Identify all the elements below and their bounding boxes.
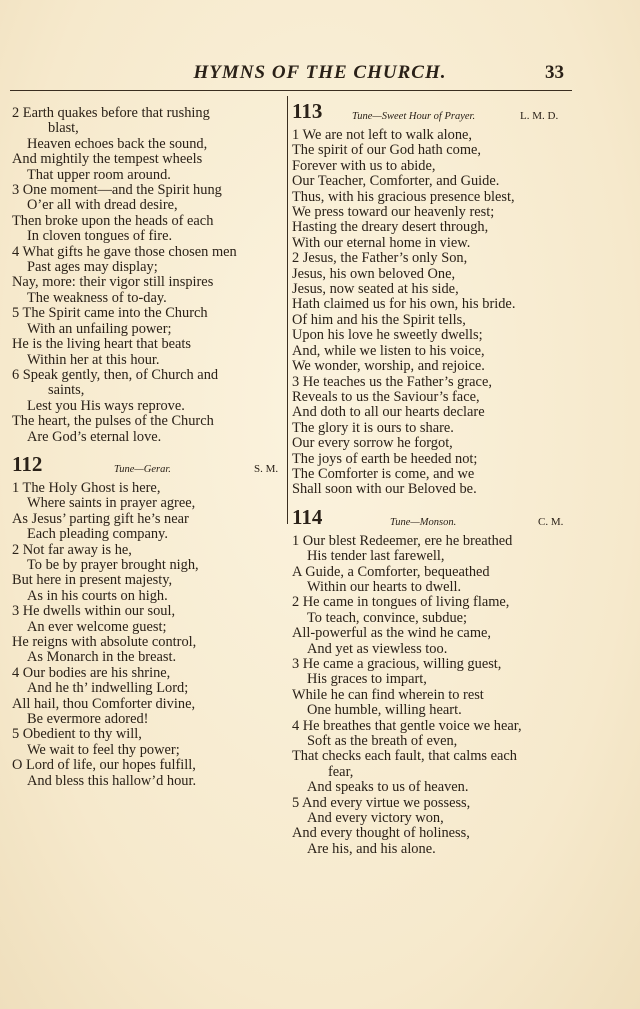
- verse-line: 3 He came a gracious, willing guest,: [292, 656, 502, 672]
- page-number: 33: [545, 62, 564, 83]
- running-title: HYMNS OF THE CHURCH.: [193, 62, 447, 83]
- verse-line: And every victory won,: [307, 810, 444, 827]
- verse-line: 3 He dwells within our soul,: [12, 603, 176, 620]
- verse-line: With an unfailing power;: [27, 320, 172, 337]
- verse-line: All hail, thou Comforter divine,: [12, 695, 196, 712]
- verse-line: Where saints in prayer agree,: [27, 495, 196, 512]
- verse-line: He reigns with absolute control,: [12, 634, 197, 650]
- verse-line: Shall soon with our Beloved be.: [292, 481, 477, 498]
- verse-line: Soft as the breath of even,: [307, 733, 458, 750]
- verse-line: Reveals to us the Saviour’s face,: [292, 388, 480, 405]
- hymn-112-heading: [12, 451, 284, 481]
- verse-line: His graces to impart,: [307, 671, 427, 688]
- verse-line: Our Teacher, Comforter, and Guide.: [292, 173, 500, 190]
- verse-line: 4 Our bodies are his shrine,: [12, 664, 171, 681]
- hymn-113-heading: [292, 99, 574, 128]
- verse-line: Hath claimed us for his own, his bride.: [292, 296, 516, 313]
- verse-line: In cloven tongues of fire.: [27, 228, 173, 245]
- verse-line: The weakness of to-day.: [27, 289, 167, 306]
- left-column: [12, 106, 284, 789]
- verse-line: Lest you His ways reprove.: [27, 397, 185, 414]
- verse-line: We wonder, worship, and rejoice.: [292, 358, 485, 375]
- verse-line: The spirit of our God hath come,: [292, 142, 482, 159]
- hymn-112-text: [12, 481, 284, 789]
- verse-line: Are God’s eternal love.: [27, 428, 162, 445]
- verse-line: 2 Not far away is he,: [12, 541, 132, 558]
- hymn-tune: Tune—Sweet Hour of Prayer.: [352, 111, 476, 122]
- hymn-114-text: [292, 534, 574, 858]
- hymn-number: 114: [292, 504, 323, 529]
- verse-line: And doth to all our hearts declare: [292, 404, 485, 421]
- verse-line: As Monarch in the breast.: [27, 649, 177, 666]
- verse-line: That checks each fault, that calms each: [292, 748, 517, 765]
- column-divider: [287, 96, 288, 524]
- verse-line: One humble, willing heart.: [307, 702, 462, 719]
- verse-line: And, while we listen to his voice,: [292, 342, 485, 359]
- hymn-tune: Tune—Monson.: [390, 516, 457, 528]
- hymn-meter: S. M.: [254, 462, 279, 475]
- verse-line: Jesus, now seated at his side,: [292, 281, 459, 298]
- verse-line: The heart, the pulses of the Church: [12, 413, 214, 430]
- verse-line: Our every sorrow he forgot,: [292, 435, 453, 452]
- verse-line: 3 One moment—and the Spirit hung: [12, 182, 222, 199]
- verse-line: 6 Speak gently, then, of Church and: [12, 366, 219, 383]
- verse-line: Be evermore adored!: [27, 711, 149, 728]
- verse-line: blast,: [48, 120, 79, 137]
- verse-line: We wait to feel thy power;: [27, 741, 180, 758]
- verse-line: And yet as viewless too.: [307, 640, 448, 657]
- verse-line: With our eternal home in view.: [292, 234, 471, 251]
- hymn-tune: Tune—Gerar.: [114, 463, 171, 475]
- verse-line: All-powerful as the wind he came,: [292, 625, 492, 642]
- verse-line: Of him and his the Spirit tells,: [292, 311, 466, 328]
- verse-line: To be by prayer brought nigh,: [27, 556, 199, 573]
- hymn-114-heading: [292, 504, 574, 534]
- verse-line: An ever welcome guest;: [27, 618, 167, 635]
- verse-line: 3 He teaches us the Father’s grace,: [292, 373, 492, 390]
- verse-line: 4 He breathes that gentle voice we hear,: [292, 717, 522, 734]
- verse-line: Within her at this hour.: [27, 351, 160, 368]
- verse-line: The Comforter is come, and we: [292, 465, 475, 482]
- verse-line: Heaven echoes back the sound,: [27, 135, 208, 152]
- verse-line: 1 The Holy Ghost is here,: [12, 479, 161, 496]
- verse-line: And speaks to us of heaven.: [307, 779, 469, 796]
- verse-line: O’er all with dread desire,: [27, 197, 178, 214]
- verse-line: 2 Jesus, the Father’s only Son,: [292, 250, 468, 267]
- right-column: [292, 99, 574, 857]
- verse-line: Past ages may display;: [27, 259, 158, 276]
- verse-line: A Guide, a Comforter, bequeathed: [292, 563, 490, 580]
- verse-line: He is the living heart that beats: [12, 336, 192, 353]
- verse-line: And bless this hallow’d hour.: [27, 772, 197, 789]
- verse-line: We press toward our heavenly rest;: [292, 204, 495, 221]
- verse-line: As Jesus’ parting gift he’s near: [12, 510, 189, 527]
- hymn-111-continued: [12, 106, 284, 445]
- verse-line: And every thought of holiness,: [292, 825, 470, 842]
- verse-line: Hasting the dreary desert through,: [292, 219, 489, 236]
- verse-line: O Lord of life, our hopes fulfill,: [12, 757, 196, 774]
- verse-line: 1 We are not left to walk alone,: [292, 127, 472, 143]
- hymn-number: 112: [12, 451, 43, 476]
- verse-line: 1 Our blest Redeemer, ere he breathed: [292, 532, 513, 549]
- verse-line: His tender last farewell,: [307, 548, 445, 565]
- verse-line: Upon his love he sweetly dwells;: [292, 327, 483, 344]
- verse-line: To teach, convince, subdue;: [307, 609, 468, 626]
- verse-line: 2 He came in tongues of living flame,: [292, 594, 510, 611]
- verse-line: 2 Earth quakes before that rushing: [12, 105, 210, 121]
- verse-line: And mightily the tempest wheels: [12, 151, 203, 168]
- verse-line: Forever with us to abide,: [292, 157, 436, 174]
- verse-line: The glory it is ours to share.: [292, 419, 454, 436]
- verse-line: Are his, and his alone.: [307, 840, 436, 857]
- hymn-meter: L. M. D.: [520, 110, 559, 122]
- verse-line: fear,: [328, 763, 354, 780]
- verse-line: Within our hearts to dwell.: [307, 578, 462, 595]
- verse-line: Each pleading company.: [27, 526, 168, 543]
- header-rule: [10, 90, 572, 91]
- verse-line: But here in present majesty,: [12, 572, 173, 589]
- verse-line: 5 Obedient to thy will,: [12, 726, 142, 743]
- hymn-113-text: [292, 128, 574, 498]
- verse-line: Nay, more: their vigor still inspires: [12, 274, 214, 291]
- verse-line: Jesus, his own beloved One,: [292, 265, 456, 282]
- verse-line: 4 What gifts he gave those chosen men: [12, 243, 237, 260]
- verse-line: Thus, with his gracious presence blest,: [292, 188, 515, 205]
- verse-line: 5 And every virtue we possess,: [292, 794, 471, 811]
- verse-line: While he can find wherein to rest: [292, 686, 484, 703]
- verse-line: And he th’ indwelling Lord;: [27, 680, 189, 697]
- verse-line: saints,: [48, 382, 85, 399]
- hymn-meter: C. M.: [538, 515, 564, 528]
- verse-line: That upper room around.: [27, 166, 171, 183]
- verse-line: Then broke upon the heads of each: [12, 212, 214, 229]
- verse-line: As in his courts on high.: [27, 587, 168, 604]
- verse-line: The joys of earth be heeded not;: [292, 450, 478, 467]
- hymn-number: 113: [292, 99, 323, 123]
- verse-line: 5 The Spirit came into the Church: [12, 305, 208, 322]
